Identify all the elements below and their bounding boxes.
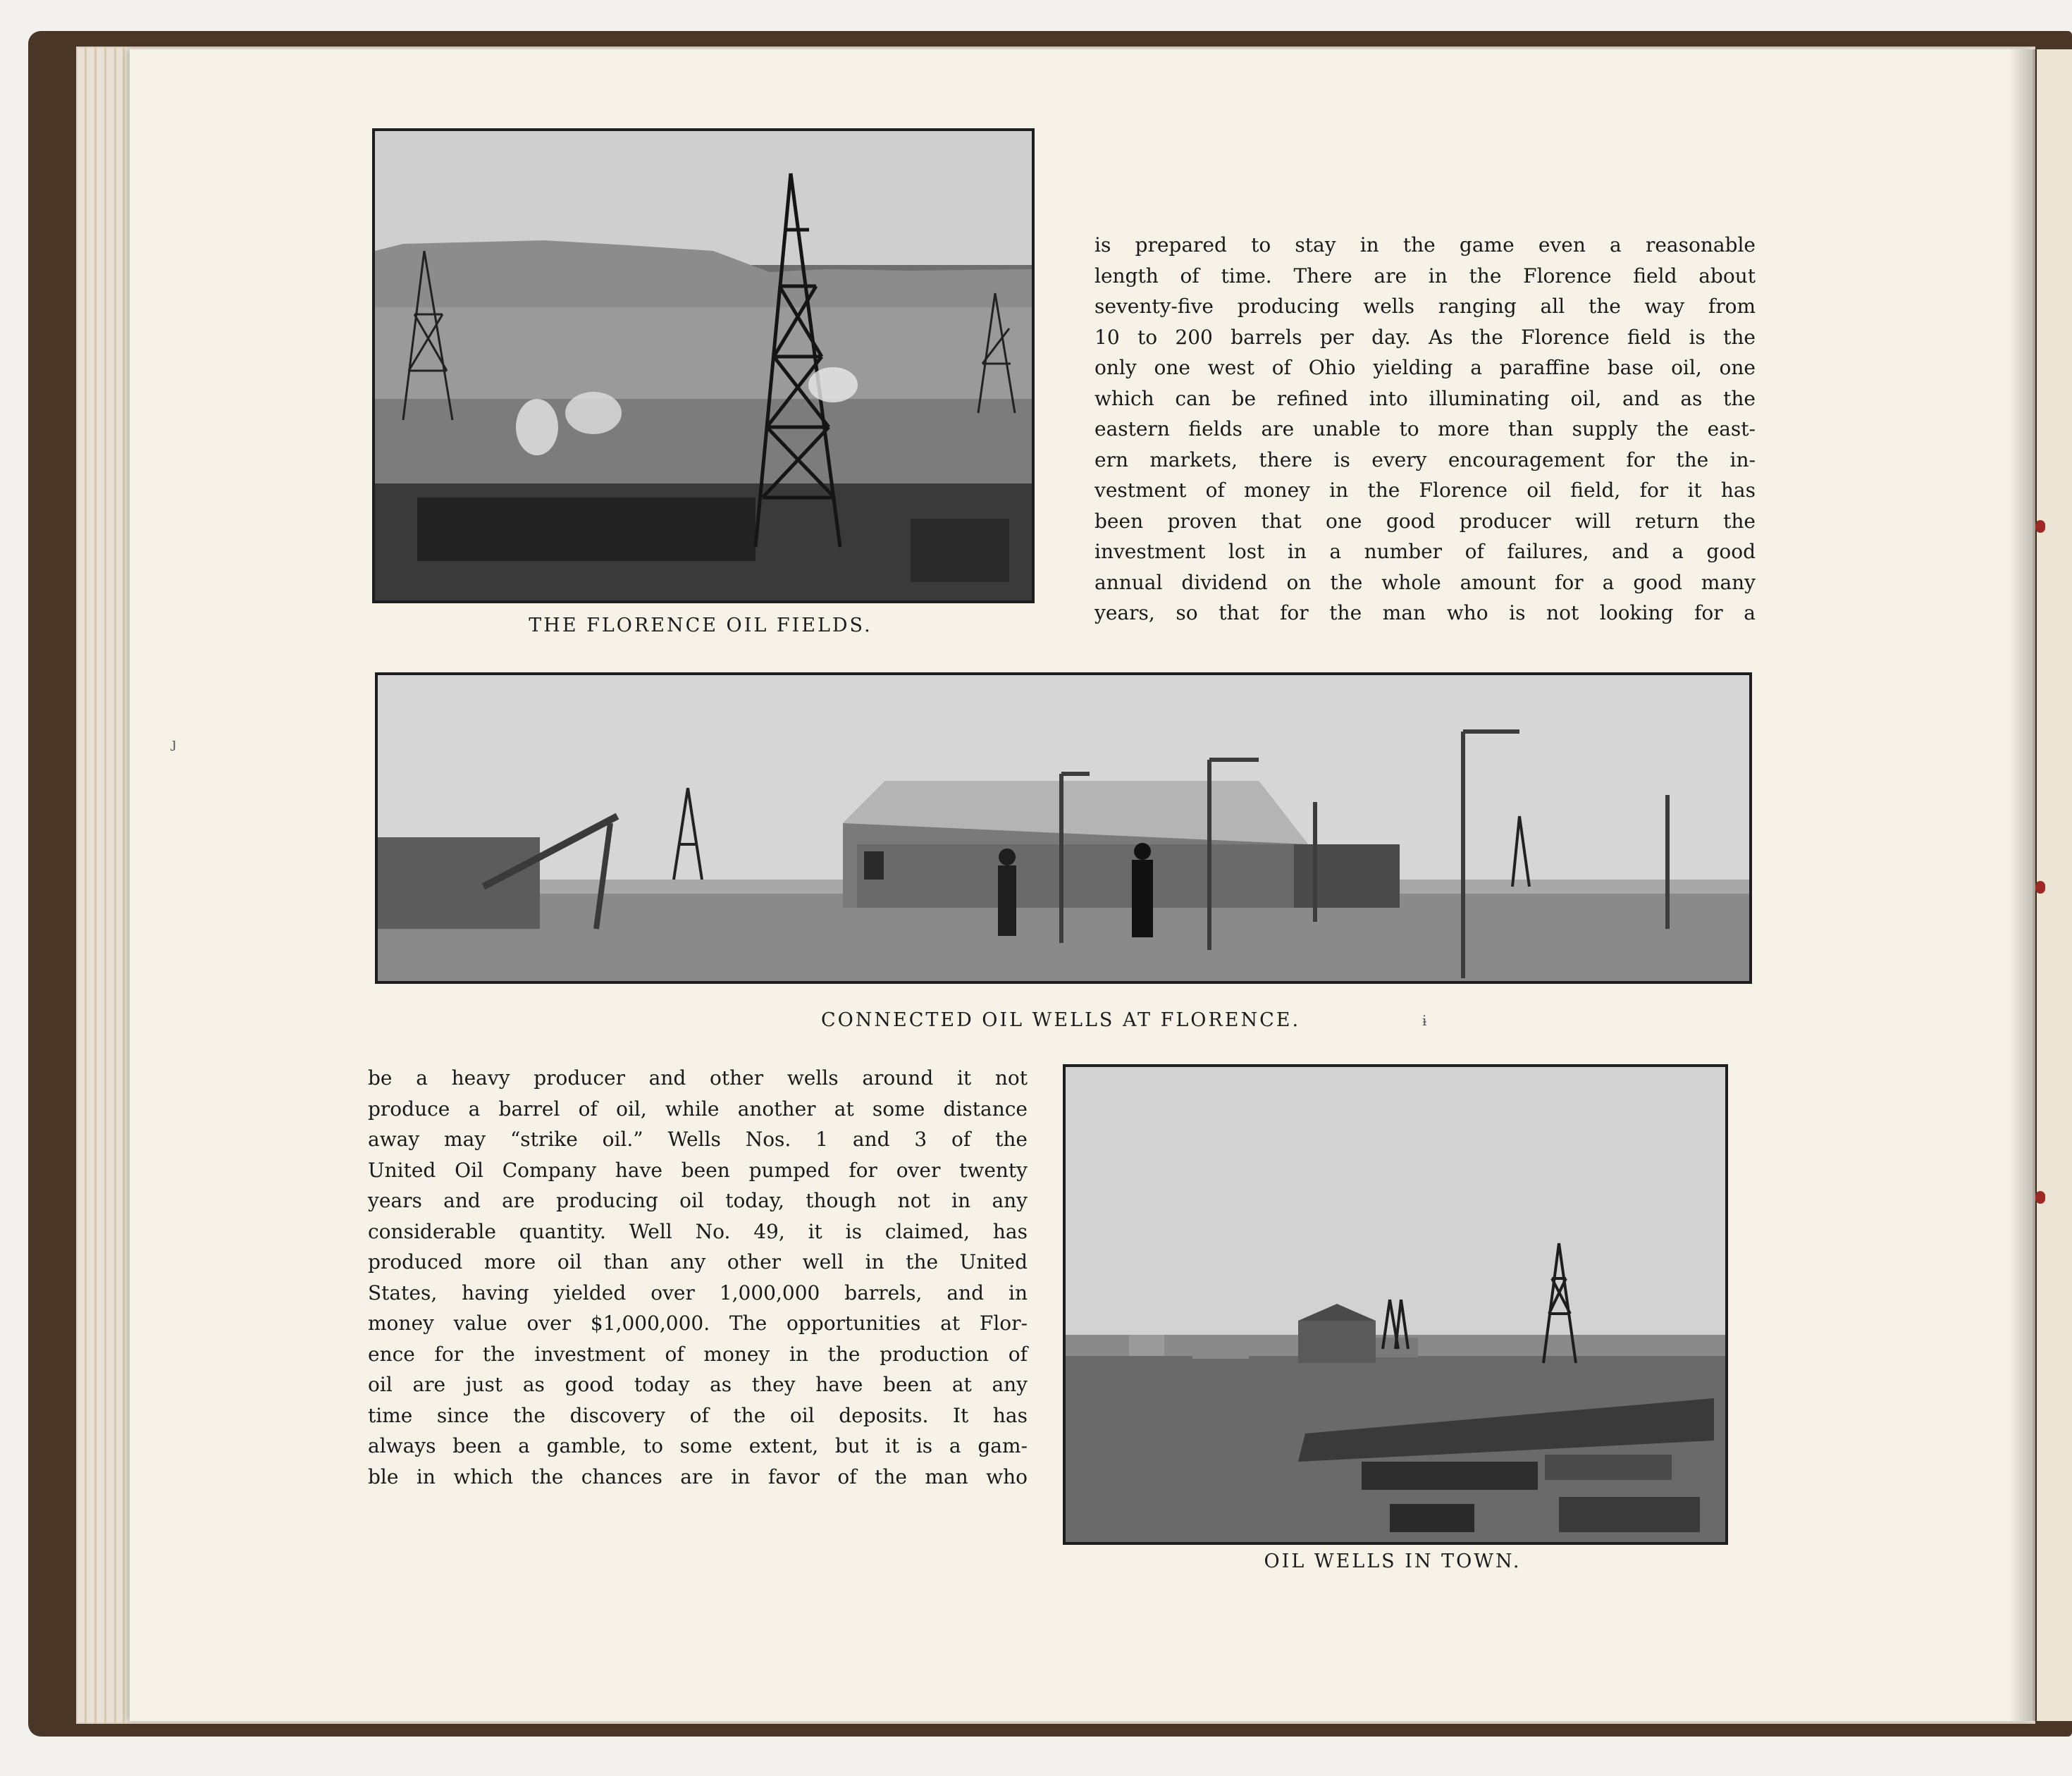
top-photo-caption: THE FLORENCE OIL FIELDS. <box>529 615 872 636</box>
text-line: only one west of Ohio yielding a paraffine base oil, one <box>1094 356 1756 379</box>
bottom-photo-caption: OIL WELLS IN TOWN. <box>1264 1550 1522 1572</box>
page-edge-line <box>114 47 116 1724</box>
text-line: vestment of money in the Florence oil field, for it has <box>1094 479 1756 502</box>
text-line: annual dividend on the whole amount for a good many <box>1094 570 1756 594</box>
text-line: oil are just as good today as they have been at any <box>368 1373 1028 1396</box>
bottom-text-block <box>368 1063 1028 1492</box>
text-line: money value over $1,000,000. The opportunities at Flor- <box>368 1312 1028 1335</box>
page-edge-line <box>94 47 97 1724</box>
text-line: been proven that one good producer will return the <box>1094 509 1756 533</box>
text-line: be a heavy producer and other wells around it not <box>368 1066 1028 1090</box>
spine-shadow <box>2009 49 2037 1721</box>
text-line: United Oil Company have been pumped for over twenty <box>368 1158 1028 1182</box>
page-edge-line <box>85 47 87 1724</box>
text-line: ern markets, there is every encouragement for the in- <box>1094 448 1756 471</box>
page-edge-line <box>123 47 125 1724</box>
text-line: years, so that for the man who is not looking for a <box>1094 601 1756 624</box>
oil-wells-in-town-photo <box>1063 1064 1728 1545</box>
page-edge-line <box>104 47 106 1724</box>
text-line: which can be refined into illuminating oil, and as the <box>1094 386 1756 410</box>
text-line: States, having yielded over 1,000,000 barrels, and in <box>368 1281 1028 1305</box>
text-line: produce a barrel of oil, while another at some distance <box>368 1097 1028 1121</box>
binding-stitch <box>2035 881 2045 894</box>
connected-oil-wells-photo <box>375 672 1752 984</box>
page-mark: ȷ <box>172 734 177 751</box>
florence-oil-fields-photo <box>372 128 1035 603</box>
text-line: time since the discovery of the oil deposits. It has <box>368 1403 1028 1427</box>
text-line: ble in which the chances are in favor of the man who <box>368 1464 1028 1488</box>
text-line: always been a gamble, to some extent, but it is a gam- <box>368 1434 1028 1457</box>
text-line: 10 to 200 barrels per day. As the Florence field is the <box>1094 325 1756 349</box>
middle-photo-caption: CONNECTED OIL WELLS AT FLORENCE. <box>820 1009 1301 1031</box>
text-line: years and are producing oil today, though not in any <box>368 1189 1028 1212</box>
text-line: away may “strike oil.” Wells Nos. 1 and 3 of the <box>368 1128 1028 1151</box>
binding-stitch <box>2035 520 2045 533</box>
text-line: investment lost in a number of failures, and a good <box>1094 540 1756 563</box>
text-line: considerable quantity. Well No. 49, it is claimed, has <box>368 1219 1028 1243</box>
top-text-block <box>1094 230 1756 629</box>
page-mark: ɨ <box>1422 1012 1427 1029</box>
text-line: length of time. There are in the Florence field about <box>1094 264 1756 288</box>
text-line: produced more oil than any other well in the United <box>368 1250 1028 1274</box>
text-line: is prepared to stay in the game even a reasonable <box>1094 233 1756 257</box>
text-line: ence for the investment of money in the production of <box>368 1342 1028 1366</box>
binding-stitch <box>2035 1191 2045 1204</box>
text-line: eastern fields are unable to more than supply the east- <box>1094 417 1756 440</box>
text-line: seventy-five producing wells ranging all the way from <box>1094 295 1756 318</box>
